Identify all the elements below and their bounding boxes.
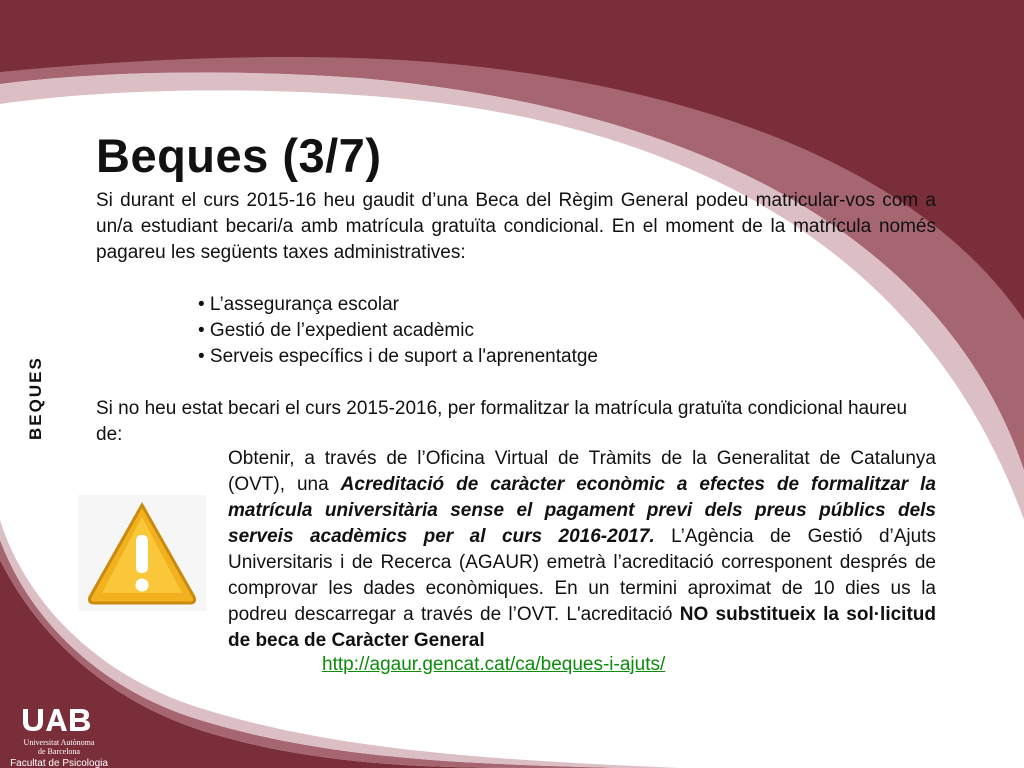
logo-line-2: de Barcelona bbox=[38, 747, 80, 756]
university-logo bbox=[4, 706, 114, 768]
accreditation-emphasis: Acreditació de caràcter econòmic a efectes de formalitzar la matrícula universitària sense el pagament previ dels preus públics dels serveis acadèmics per al curs 2016-2017. bbox=[228, 474, 937, 547]
paragraph-non-scholarship: Si no heu estat becari el curs 2015-2016, per formalitzar la matrícula gratuïta condicional haureu de: bbox=[96, 398, 908, 445]
uab-logo-mark bbox=[4, 706, 114, 738]
bullet-item: • L’assegurança escolar bbox=[198, 294, 399, 315]
bullet-list bbox=[198, 292, 598, 370]
accreditation-details: L’Agència de Gestió d’Ajuts Universitaris i de Recerca (AGAUR) emetrà l’acreditació corresponent després de comprovar les dades econòmiques. En un termini aproximat de 10 dies us la podreu descarregar a través de l’OVT. L'acreditació bbox=[228, 526, 936, 625]
paragraph-accreditation bbox=[228, 446, 936, 654]
warning-icon bbox=[78, 495, 206, 611]
slide-title: Beques (3/7) bbox=[96, 129, 382, 182]
faculty-name: Facultat de Psicologia bbox=[10, 758, 108, 768]
paragraph-intro: Si durant el curs 2015-16 heu gaudit d’una Beca del Règim General podeu matricular-vos com a un/a estudiant becari/a amb matrícula gratuïta condicional. En el moment de la matrícula només pagareu les següents taxes administratives: bbox=[96, 190, 936, 263]
uab-letters-icon bbox=[19, 706, 99, 732]
logo-line-1: Universitat Autònoma bbox=[23, 738, 95, 747]
side-section-label: BEQUES bbox=[26, 356, 45, 440]
bullet-item: • Gestió de l’expedient acadèmic bbox=[198, 320, 474, 341]
accreditation-warning-text: NO substitueix la sol·licitud de beca de Caràcter General bbox=[228, 604, 936, 651]
bullet-item: • Serveis específics i de suport a l'aprenentatge bbox=[198, 346, 599, 367]
agaur-link[interactable]: http://agaur.gencat.cat/ca/beques-i-ajuts/ bbox=[322, 654, 666, 675]
accreditation-intro: Obtenir, a través de l’Oficina Virtual de Tràmits de la Generalitat de Catalunya (OVT), una bbox=[228, 448, 936, 495]
